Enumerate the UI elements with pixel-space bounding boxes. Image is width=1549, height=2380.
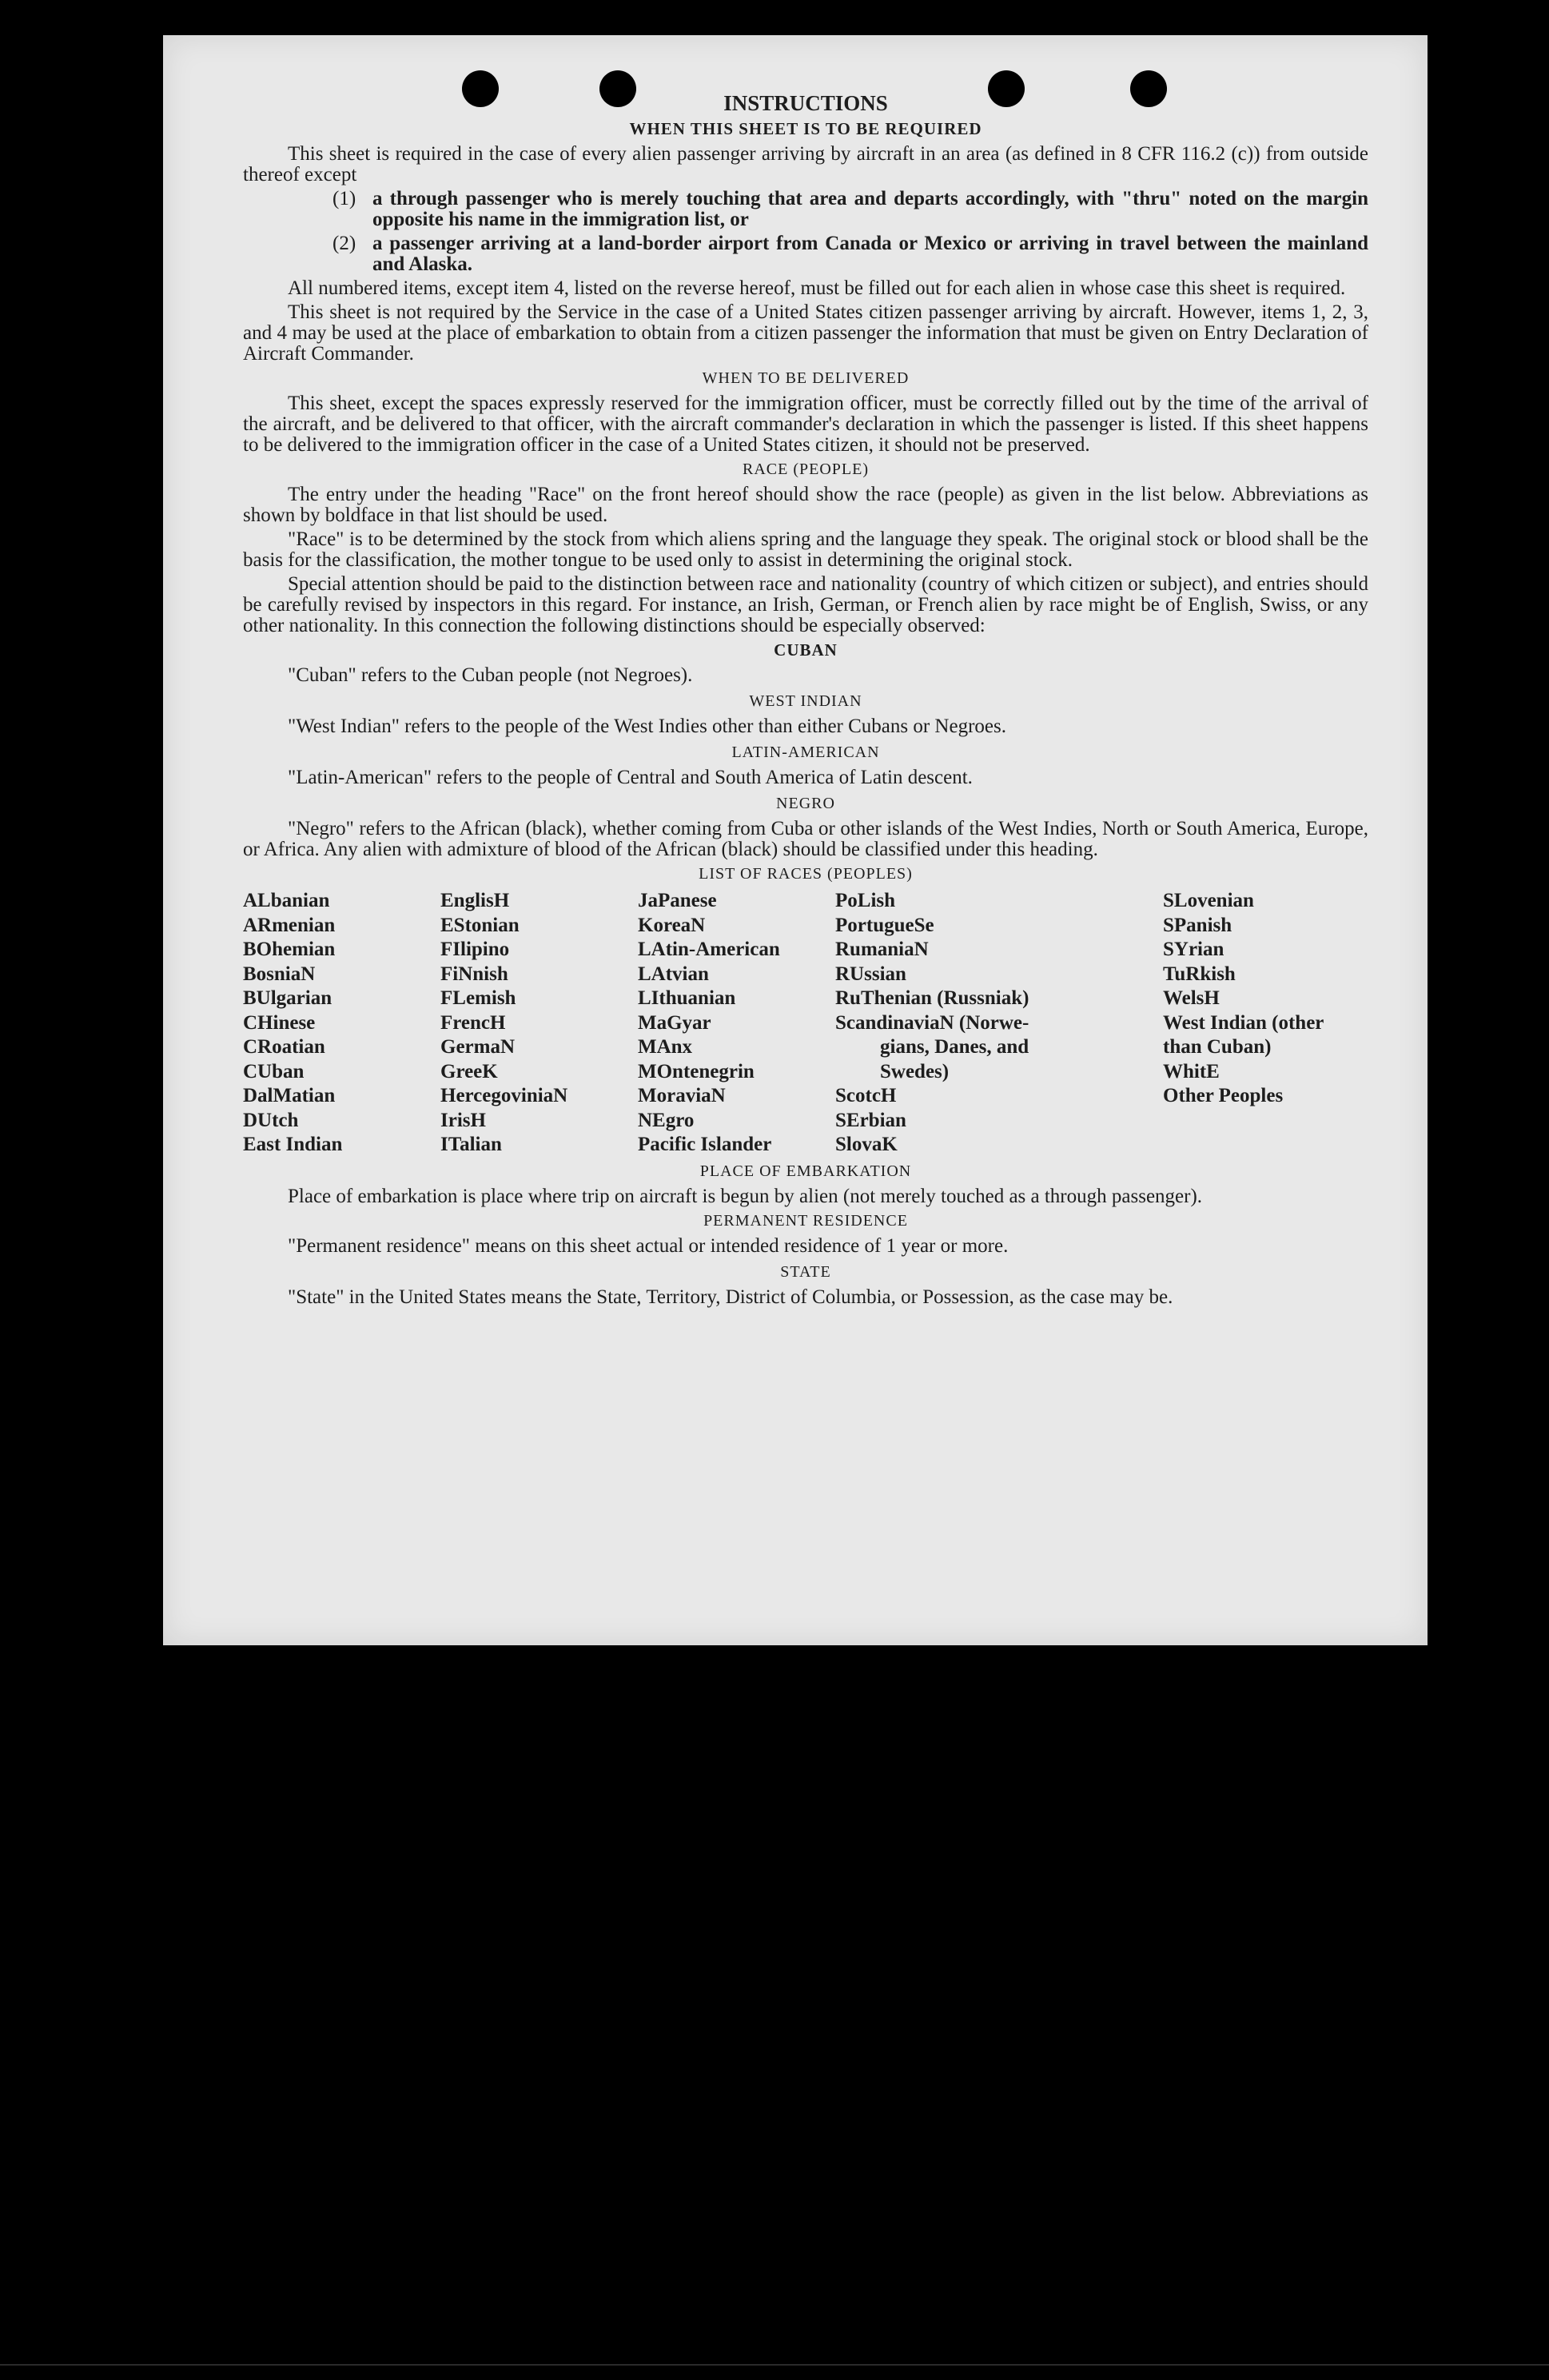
race-entry: WelsH <box>1163 987 1220 1009</box>
race-entry: SLovenian <box>1163 890 1254 911</box>
race-entry: SlovaK <box>835 1134 898 1155</box>
races-column <box>638 889 835 1158</box>
race-entry: Swedes) <box>880 1060 950 1082</box>
race-entry: ARmenian <box>243 914 336 936</box>
definition-residence: "Permanent residence" means on this sheet actual or intended residence of 1 year or more. <box>288 1234 1009 1257</box>
heading-race: RACE (PEOPLE) <box>743 460 869 478</box>
page-title: INSTRUCTIONS <box>723 91 888 115</box>
paragraph: This sheet, except the spaces expressly reserved for the immigration officer, must be correctly filled out by the time of the arrival of the aircraft, and be delivered to that officer, with the aircraft commander's declaration in which the passenger is listed. If this sheet happens to be delivered to the immigration officer in the case of a United States citizen, it should not be preserved. <box>243 393 1368 456</box>
race-entry: WhitE <box>1163 1060 1220 1082</box>
race-entry: Other Peoples <box>1163 1085 1284 1106</box>
heading-residence: PERMANENT RESIDENCE <box>703 1211 908 1230</box>
race-entry: FrencH <box>440 1011 506 1034</box>
definition-west-indian: "West Indian" refers to the people of the West Indies other than either Cubans or Negroes. <box>288 716 1006 737</box>
race-entry: CHinese <box>243 1011 316 1034</box>
heading-when-required: WHEN THIS SHEET IS TO BE REQUIRED <box>629 119 982 138</box>
paragraph: "Race" is to be determined by the stock from which aliens spring and the language they speak. The original stock or blood shall be the basis for the classification, the mother tongue to be used only to assist in determining the original stock. <box>243 528 1368 571</box>
race-entry: ScotcH <box>835 1085 897 1106</box>
race-entry: FLemish <box>440 987 516 1009</box>
race-entry: RuThenian (Russniak) <box>835 987 1029 1009</box>
race-entry: ALbanian <box>243 890 330 911</box>
race-entry: PortugueSe <box>835 914 934 936</box>
race-entry: RumaniaN <box>835 939 929 960</box>
race-entry: SErbian <box>835 1109 906 1131</box>
race-entry: BOhemian <box>243 939 336 960</box>
races-column <box>440 889 638 1158</box>
paragraph: All numbered items, except item 4, listed on the reverse hereof, must be filled out for each alien in whose case this sheet is required. <box>288 277 1346 299</box>
race-entry: HercegoviniaN <box>440 1085 568 1106</box>
race-entry: CUban <box>243 1060 305 1082</box>
race-entry: MaGyar <box>638 1011 711 1034</box>
race-entry: TuRkish <box>1163 963 1236 985</box>
race-entry: LAtin-American <box>638 939 780 960</box>
paragraph: Special attention should be paid to the distinction between race and nationality (country of which citizen or subject), and entries should be carefully revised by inspectors in this regard. For instance, an Irish, German, or French alien by race might be of English, Swiss, or any other nationality. In this connection the following distinctions should be especially observed: <box>243 573 1368 636</box>
paragraph: This sheet is required in the case of every alien passenger arriving by aircraft in an area (as defined in 8 CFR 116.2 (c)) from outside thereof except <box>243 143 1368 185</box>
race-entry: EStonian <box>440 914 520 936</box>
race-entry: MAnx <box>638 1036 693 1058</box>
race-entry: ITalian <box>440 1134 502 1155</box>
document-page <box>163 35 1428 1645</box>
race-entry: NEgro <box>638 1109 695 1131</box>
race-entry: East Indian <box>243 1134 343 1155</box>
heading-list-of-races: LIST OF RACES (PEOPLES) <box>699 865 913 883</box>
heading-negro: NEGRO <box>776 795 835 812</box>
race-entry: IrisH <box>440 1109 486 1131</box>
race-entry: CRoatian <box>243 1036 325 1058</box>
paragraph: This sheet is not required by the Service in the case of a United States citizen passenger arriving by aircraft. However, items 1, 2, 3, and 4 may be used at the place of embarkation to obtain from a citizen passenger the information that must be given on Entry Declaration of Aircraft Commander. <box>243 301 1368 365</box>
scan-background <box>0 1645 1549 2380</box>
races-column <box>835 889 1163 1158</box>
item-text: a passenger arriving at a land-border airport from Canada or Mexico or arriving in travel between the mainland and Alaska. <box>372 233 1368 275</box>
scan-edge-line <box>0 2364 1549 2366</box>
race-entry: FIlipino <box>440 939 510 960</box>
item-text: a through passenger who is merely touching that area and departs accordingly, with "thru" noted on the margin opposite his name in the immigration list, or <box>372 188 1368 230</box>
race-entry: MOntenegrin <box>638 1060 755 1082</box>
race-entry: BosniaN <box>243 963 316 985</box>
heading-west-indian: WEST INDIAN <box>749 692 862 710</box>
race-entry: FiNnish <box>440 963 508 985</box>
race-entry: gians, Danes, and <box>880 1036 1029 1058</box>
race-entry: EnglisH <box>440 890 510 911</box>
races-list <box>243 889 1368 1158</box>
race-entry: SPanish <box>1163 914 1232 936</box>
race-entry: GreeK <box>440 1060 498 1082</box>
races-column <box>1163 889 1368 1158</box>
race-entry: than Cuban) <box>1163 1036 1272 1058</box>
races-column <box>243 889 440 1158</box>
exception-item <box>332 189 1368 230</box>
item-number: (1) <box>332 188 356 209</box>
race-entry: RUssian <box>835 963 906 985</box>
race-entry: BUlgarian <box>243 987 332 1009</box>
race-entry: DalMatian <box>243 1085 336 1106</box>
race-entry: DUtch <box>243 1109 299 1131</box>
race-entry: SYrian <box>1163 939 1224 960</box>
race-entry: MoraviaN <box>638 1085 726 1106</box>
race-entry: Pacific Islander <box>638 1134 772 1155</box>
definition-negro: "Negro" refers to the African (black), whether coming from Cuba or other islands of the West Indies, North or South America, Europe, or Africa. Any alien with admixture of blood of the African (black) should be classified under this heading. <box>243 818 1368 860</box>
heading-latin-american: LATIN-AMERICAN <box>731 744 880 761</box>
definition-embarkation: Place of embarkation is place where trip on aircraft is begun by alien (not merely touched as a through passenger). <box>288 1185 1203 1207</box>
race-entry: LAtvian <box>638 963 709 985</box>
race-entry: JaPanese <box>638 890 717 911</box>
exception-item <box>332 233 1368 275</box>
item-number: (2) <box>332 233 356 254</box>
race-entry: LIthuanian <box>638 987 736 1009</box>
race-entry: West Indian (other <box>1163 1011 1324 1034</box>
definition-latin-american: "Latin-American" refers to the people of Central and South America of Latin descent. <box>288 767 973 788</box>
heading-cuban: CUBAN <box>774 640 838 660</box>
race-entry: PoLish <box>835 890 896 911</box>
instructions-body <box>243 93 1368 1311</box>
heading-when-delivered: WHEN TO BE DELIVERED <box>702 369 910 387</box>
paragraph: The entry under the heading "Race" on the front hereof should show the race (people) as given in the list below. Abbreviations as shown by boldface in that list should be used. <box>243 484 1368 526</box>
heading-embarkation: PLACE OF EMBARKATION <box>699 1162 912 1180</box>
race-entry: KoreaN <box>638 914 706 936</box>
heading-state: STATE <box>780 1262 831 1281</box>
definition-state: "State" in the United States means the State, Territory, District of Columbia, or Possession, as the case may be. <box>288 1286 1173 1308</box>
definition-cuban: "Cuban" refers to the Cuban people (not Negroes). <box>288 664 693 686</box>
race-entry: GermaN <box>440 1036 516 1058</box>
race-entry: ScandinaviaN (Norwe- <box>835 1011 1029 1034</box>
